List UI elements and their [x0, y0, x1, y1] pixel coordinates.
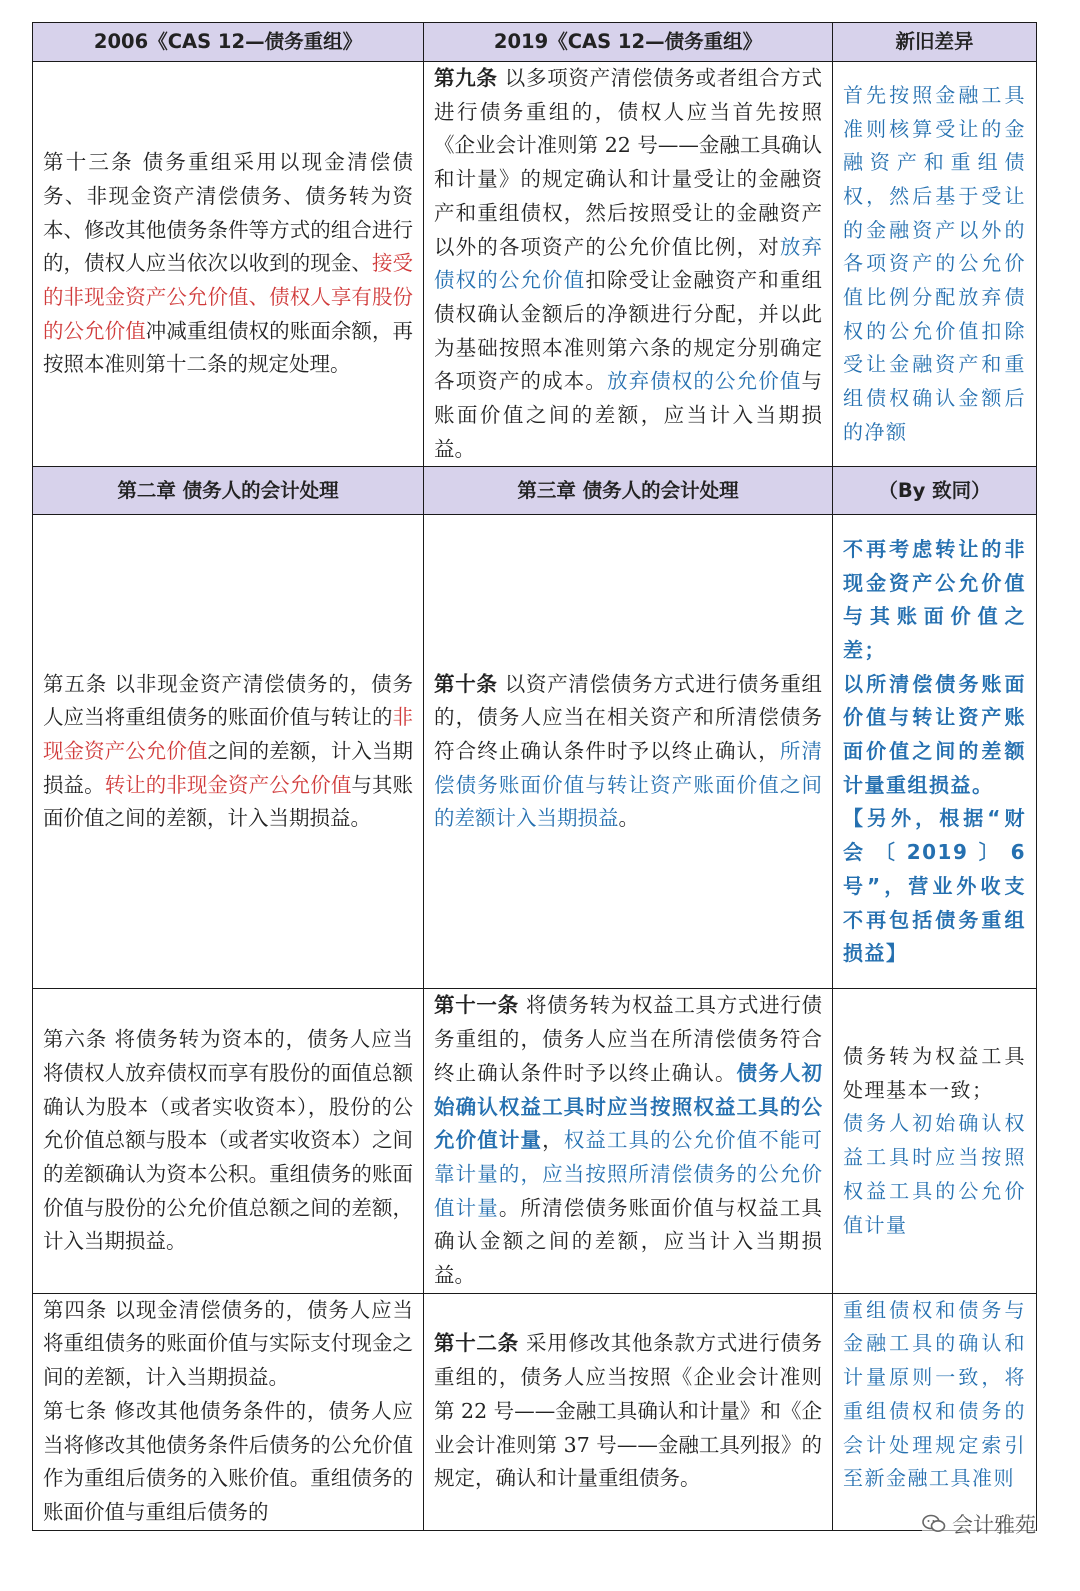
- section-old-chapter: 第二章 债务人的会计处理: [33, 467, 424, 515]
- header-2006: 2006《CAS 12—债务重组》: [33, 23, 424, 62]
- header-diff: 新旧差异: [833, 23, 1037, 62]
- diff-cell: 不再考虑转让的非现金资产公允价值与其账面价值之差； 以所清偿债务账面价值与转让资产账面价值之间的差额计量重组损益。 【另外，根据“财会〔2019〕6 号”，营业外收支不再包括债务重组损益】: [833, 515, 1037, 989]
- table-row: [33, 62, 1037, 467]
- new-article-9: 第九条 以多项资产清偿债务或者组合方式进行债务重组的，债权人应当首先按照《企业会计准则第 22 号——金融工具确认和计量》的规定确认和计量受让的金融资产和重组债权，然后按照受让的金融资产以外的各项资产的公允价值比例，对放弃债权的公允价值扣除受让金融资产和重组债权确认金额后的净额进行分配，并以此为基础按照本准则第六条的规定分别确定各项资产的成本。放弃债权的公允价值与账面价值之间的差额，应当计入当期损益。: [424, 62, 833, 467]
- table-row: [33, 515, 1037, 989]
- diff-cell: 重组债权和债务与金融工具的确认和计量原则一致，将重组债权和债务的会计处理规定索引至新金融工具准则: [833, 1293, 1037, 1530]
- table-row: [33, 989, 1037, 1293]
- watermark: [922, 1509, 1036, 1539]
- new-article-12: 第十二条 采用修改其他条款方式进行债务重组的，债务人应当按照《企业会计准则第 22 号——金融工具确认和计量》和《企业会计准则第 37 号——金融工具列报》的规定，确认和计量重组债务。: [424, 1293, 833, 1530]
- old-article-13: 第十三条 债务重组采用以现金清偿债务、非现金资产清偿债务、债务转为资本、修改其他债务条件等方式的组合进行的，债权人应当依次以收到的现金、接受的非现金资产公允价值、债权人享有股份的公允价值冲减重组债权的账面余额，再按照本准则第十二条的规定处理。: [33, 62, 424, 467]
- header-2019: 2019《CAS 12—债务重组》: [424, 23, 833, 62]
- new-article-10: 第十条 以资产清偿债务方式进行债务重组的，债务人应当在相关资产和所清偿债务符合终止确认条件时予以终止确认，所清偿债务账面价值与转让资产账面价值之间的差额计入当期损益。: [424, 515, 833, 989]
- wechat-icon: [922, 1514, 946, 1534]
- comparison-table: [32, 22, 1037, 1531]
- section-header-row: [33, 467, 1037, 515]
- diff-cell: 债务转为权益工具处理基本一致； 债务人初始确认权益工具时应当按照权益工具的公允价值计量: [833, 989, 1037, 1293]
- old-article-5: 第五条 以非现金资产清偿债务的，债务人应当将重组债务的账面价值与转让的非现金资产公允价值之间的差额，计入当期损益。转让的非现金资产公允价值与其账面价值之间的差额，计入当期损益。: [33, 515, 424, 989]
- old-article-6: 第六条 将债务转为资本的，债务人应当将债权人放弃债权而享有股份的面值总额确认为股本（或者实收资本），股份的公允价值总额与股本（或者实收资本）之间的差额确认为资本公积。重组债务的账面价值与股份的公允价值总额之间的差额，计入当期损益。: [33, 989, 424, 1293]
- diff-cell: 首先按照金融工具准则核算受让的金融资产和重组债权，然后基于受让的金融资产以外的各项资产的公允价值比例分配放弃债权的公允价值扣除受让金融资产和重组债权确认金额后的净额: [833, 62, 1037, 467]
- new-article-11: 第十一条 将债务转为权益工具方式进行债务重组的，债务人应当在所清偿债务符合终止确认条件时予以终止确认。债务人初始确认权益工具时应当按照权益工具的公允价值计量，权益工具的公允价值不能可靠计量的，应当按照所清偿债务的公允价值计量。所清偿债务账面价值与权益工具确认金额之间的差额，应当计入当期损益。: [424, 989, 833, 1293]
- old-articles-4-7: 第四条 以现金清偿债务的，债务人应当将重组债务的账面价值与实际支付现金之间的差额，计入当期损益。 第七条 修改其他债务条件的，债务人应当将修改其他债务条件后债务的公允价值作为重组后债务的入账价值。重组债务的账面价值与重组后债务的: [33, 1293, 424, 1530]
- watermark-text: 会计雅苑: [952, 1513, 1036, 1537]
- section-new-chapter: 第三章 债务人的会计处理: [424, 467, 833, 515]
- header-row: [33, 23, 1037, 62]
- section-attribution: （By 致同）: [833, 467, 1037, 515]
- table-row: [33, 1293, 1037, 1530]
